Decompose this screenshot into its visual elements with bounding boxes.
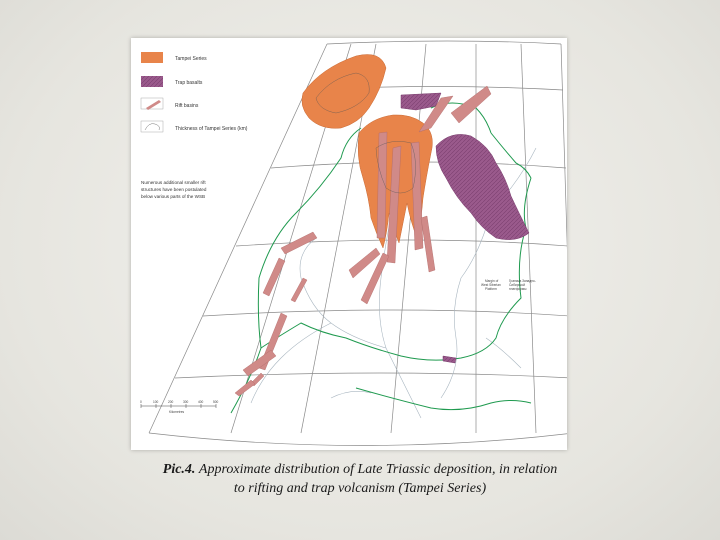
note-line-2: structures have been postulated [141,187,207,192]
scale-tick-100: 100 [153,400,159,404]
note-line-3: below various parts of the WSB [141,194,206,199]
scale-bar [140,400,219,414]
legend-label-tampei: Tampei Series [175,56,207,62]
legend-label-trap: Trap basalts [175,80,203,86]
figure-caption [100,460,620,498]
region-label-en-1: Margin of [485,279,499,283]
caption-label: Pic.4. [162,462,196,477]
region-label-ru-2: Сибирской [509,283,526,287]
rift-note [141,180,207,199]
scale-unit: Kilometres [169,410,185,414]
map-figure [131,38,567,450]
legend [141,52,248,132]
region-label-ru-1: Граница Западно- [509,279,536,283]
legend-label-rift: Rift basins [175,103,199,109]
scale-tick-300: 300 [183,400,189,404]
scale-tick-400: 400 [198,400,204,404]
region-label-en-2: West Siberian [481,283,501,287]
legend-swatch-trap [141,76,163,87]
note-line-1: Numerous additional smaller rift [141,180,206,185]
platform-margin-label [481,279,536,291]
caption-text-2: to rifting and trap volcanism (Tampei Series) [233,481,487,496]
region-label-en-3: Platform [485,287,497,291]
caption-line-1 [100,460,620,479]
region-label-ru-3: платформы [509,287,527,291]
scale-tick-500: 500 [213,400,219,404]
legend-swatch-tampei [141,52,163,63]
map-svg [131,38,567,450]
legend-swatch-thickness [141,121,163,132]
scale-tick-0: 0 [140,400,142,404]
caption-text-1: Approximate distribution of Late Triassic deposition, in relation [198,462,558,477]
scale-tick-200: 200 [168,400,174,404]
legend-swatch-rift [141,98,163,110]
legend-label-thickness: Thickness of Tampei Series (km) [175,126,248,132]
